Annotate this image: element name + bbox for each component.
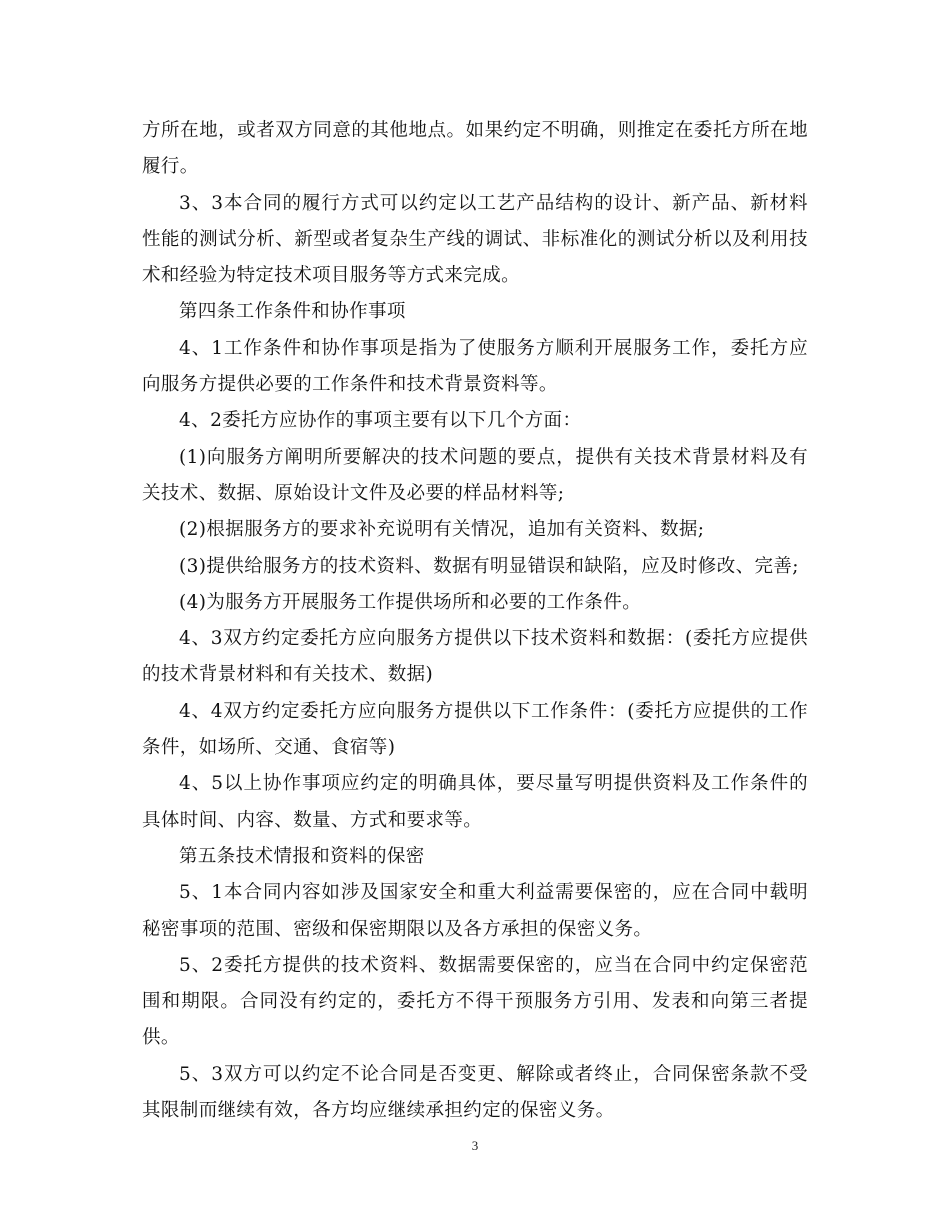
paragraph: 4、1工作条件和协作事项是指为了使服务方顺利开展服务工作，委托方应向服务方提供必要的工作条件和技术背景资料等。	[142, 337, 808, 396]
paragraph: 4、2委托方应协作的事项主要有以下几个方面：	[179, 410, 582, 432]
page-number: 3	[471, 1138, 479, 1153]
section-heading: 第五条技术情报和资料的保密	[179, 845, 425, 867]
list-item: (2)根据服务方的要求补充说明有关情况，追加有关资料、数据;	[179, 519, 705, 541]
list-item: (4)为服务方开展服务工作提供场所和必要的工作条件。	[179, 591, 642, 613]
list-item: (3)提供给服务方的技术资料、数据有明显错误和缺陷，应及时修改、完善;	[179, 555, 799, 577]
paragraph: 5、1本合同内容如涉及国家安全和重大利益需要保密的，应在合同中载明秘密事项的范围、密级和保密期限以及各方承担的保密义务。	[142, 882, 808, 940]
paragraph: 3、3本合同的履行方式可以约定以工艺产品结构的设计、新产品、新材料性能的测试分析、新型或者复杂生产线的调试、非标准化的测试分析以及利用技术和经验为特定技术项目服务等方式来完成。	[142, 192, 808, 287]
list-item: (1)向服务方阐明所要解决的技术问题的要点，提供有关技术背景材料及有关技术、数据、原始设计文件及必要的样品材料等;	[142, 446, 808, 504]
paragraph: 4、5以上协作事项应约定的明确具体，要尽量写明提供资料及工作条件的具体时间、内容、数量、方式和要求等。	[142, 773, 808, 831]
paragraph: 5、3双方可以约定不论合同是否变更、解除或者终止，合同保密条款不受其限制而继续有效，各方均应继续承担约定的保密义务。	[142, 1063, 808, 1122]
section-heading: 第四条工作条件和协作事项	[179, 301, 406, 323]
paragraph: 4、4双方约定委托方应向服务方提供以下工作条件：(委托方应提供的工作条件，如场所、交通、食宿等)	[142, 700, 808, 759]
paragraph: 5、2委托方提供的技术资料、数据需要保密的，应当在合同中约定保密范围和期限。合同没有约定的，委托方不得干预服务方引用、发表和向第三者提供。	[142, 954, 808, 1049]
document-body	[142, 113, 808, 1129]
paragraph: 4、3双方约定委托方应向服务方提供以下技术资料和数据：(委托方应提供的技术背景材料和有关技术、数据)	[142, 628, 808, 686]
paragraph: 方所在地，或者双方同意的其他地点。如果约定不明确，则推定在委托方所在地履行。	[142, 120, 808, 178]
